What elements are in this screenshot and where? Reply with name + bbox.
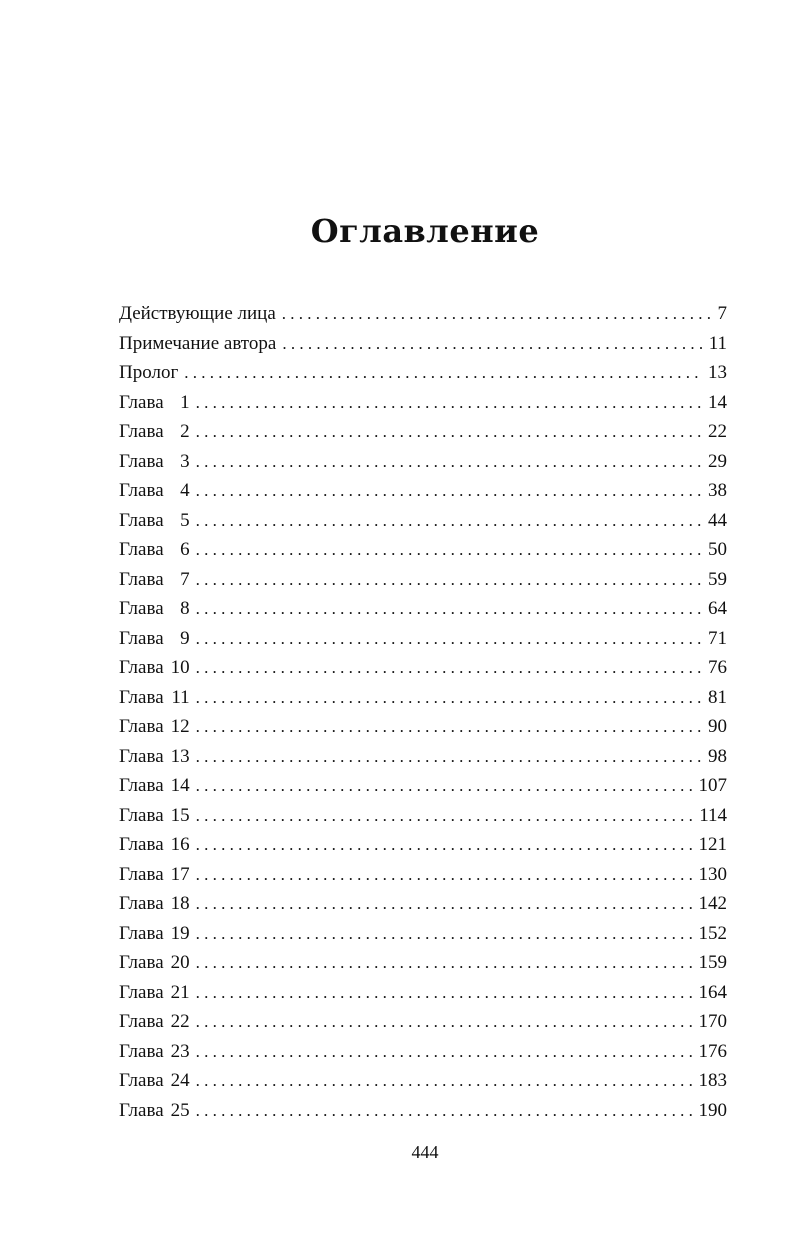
toc-entry-page: 59 [708, 568, 727, 590]
toc-entry-title: Глава [119, 834, 164, 855]
toc-entry-title: Глава [119, 804, 164, 826]
table-of-contents [119, 299, 727, 1125]
toc-entry-page: 164 [698, 981, 727, 1003]
toc-entry-page: 121 [698, 834, 727, 855]
toc-entry-chapter-number: 19 [170, 922, 190, 944]
toc-entry-title: Глава [119, 952, 164, 973]
toc-dot-leader [196, 801, 694, 831]
toc-entry-label [119, 742, 190, 772]
toc-entry-label [119, 594, 190, 624]
toc-entry-page: 76 [708, 657, 727, 678]
toc-entry-title: Глава [119, 1040, 164, 1062]
toc-dot-leader [196, 978, 693, 1008]
toc-dot-leader [196, 683, 702, 713]
toc-entry-title: Глава [119, 1011, 164, 1032]
toc-dot-leader [282, 329, 702, 359]
toc-entry [119, 1037, 727, 1067]
toc-entry [119, 476, 727, 506]
toc-entry [119, 447, 727, 477]
toc-entry-title: Глава [119, 598, 164, 619]
toc-entry [119, 801, 727, 831]
toc-dot-leader [196, 594, 702, 624]
toc-entry [119, 565, 727, 595]
toc-entry-label [119, 388, 190, 418]
toc-entry-chapter-number: 9 [180, 627, 190, 649]
toc-entry [119, 653, 727, 683]
toc-entry-chapter-number: 18 [170, 893, 190, 914]
toc-entry [119, 771, 727, 801]
toc-dot-leader [196, 653, 702, 683]
toc-entry-page: 98 [708, 745, 727, 767]
toc-entry-page: 44 [708, 509, 727, 531]
toc-entry-page: 81 [708, 686, 727, 708]
toc-dot-leader [196, 506, 702, 536]
toc-entry [119, 1066, 727, 1096]
toc-entry-label [119, 299, 276, 329]
toc-entry-chapter-number: 11 [171, 686, 190, 708]
toc-entry-page: 50 [708, 539, 727, 560]
toc-dot-leader [184, 358, 702, 388]
toc-entry-label [119, 1066, 190, 1096]
toc-entry-title: Глава [119, 657, 164, 678]
toc-dot-leader [196, 830, 693, 860]
toc-entry-chapter-number: 15 [170, 804, 190, 826]
toc-entry-title: Глава [119, 893, 164, 914]
toc-dot-leader [196, 1066, 693, 1096]
toc-dot-leader [196, 771, 693, 801]
toc-entry-title: Глава [119, 863, 164, 885]
toc-entry-chapter-number: 22 [170, 1011, 190, 1032]
toc-entry-label [119, 712, 190, 742]
toc-entry-page: 114 [699, 804, 727, 826]
toc-entry [119, 889, 727, 919]
toc-entry-page: 22 [708, 421, 727, 442]
toc-entry-chapter-number: 24 [170, 1070, 190, 1091]
toc-entry-title: Глава [119, 450, 164, 472]
toc-entry-chapter-number: 21 [170, 981, 190, 1003]
toc-entry [119, 594, 727, 624]
toc-dot-leader [196, 447, 702, 477]
toc-entry [119, 299, 727, 329]
toc-entry-page: 152 [698, 922, 727, 944]
toc-entry-title: Глава [119, 568, 164, 590]
toc-entry-page: 107 [698, 775, 727, 796]
toc-entry-label [119, 919, 190, 949]
toc-entry [119, 329, 727, 359]
toc-entry-page: 71 [708, 627, 727, 649]
toc-entry-title: Глава [119, 775, 164, 796]
toc-entry-chapter-number: 12 [170, 716, 190, 737]
toc-entry-title: Глава [119, 421, 164, 442]
toc-dot-leader [282, 299, 712, 329]
toc-dot-leader [196, 476, 702, 506]
toc-entry [119, 358, 727, 388]
toc-entry-label [119, 1037, 190, 1067]
toc-entry-chapter-number: 14 [170, 775, 190, 796]
toc-entry-label [119, 476, 190, 506]
toc-entry [119, 535, 727, 565]
toc-entry-label [119, 948, 190, 978]
toc-entry [119, 388, 727, 418]
toc-entry-title: Глава [119, 509, 164, 531]
toc-entry-page: 142 [698, 893, 727, 914]
toc-entry [119, 417, 727, 447]
toc-entry [119, 506, 727, 536]
page-title: Оглавление [310, 212, 540, 250]
toc-entry-page: 159 [698, 952, 727, 973]
toc-entry-page: 183 [698, 1070, 727, 1091]
toc-entry-page: 13 [708, 362, 727, 383]
toc-entry-title: Глава [119, 686, 164, 708]
toc-entry [119, 624, 727, 654]
toc-entry-page: 14 [708, 391, 727, 413]
page-number: 444 [411, 1142, 439, 1162]
toc-entry [119, 978, 727, 1008]
toc-entry-label [119, 447, 190, 477]
toc-entry-label [119, 653, 190, 683]
toc-entry-chapter-number: 23 [170, 1040, 190, 1062]
toc-entry-chapter-number: 17 [170, 863, 190, 885]
toc-entry-label [119, 506, 190, 536]
toc-entry-label [119, 771, 190, 801]
toc-entry [119, 1007, 727, 1037]
toc-entry-label [119, 624, 190, 654]
toc-entry-label [119, 889, 190, 919]
toc-dot-leader [196, 417, 702, 447]
toc-entry-title: Пролог [119, 362, 179, 383]
toc-dot-leader [196, 1007, 693, 1037]
toc-entry [119, 742, 727, 772]
toc-dot-leader [196, 624, 702, 654]
toc-entry-label [119, 801, 190, 831]
toc-entry-chapter-number: 6 [180, 539, 190, 560]
toc-entry-label [119, 417, 190, 447]
toc-entry-title: Глава [119, 922, 164, 944]
toc-entry-label [119, 978, 190, 1008]
toc-entry-title: Действующие лица [119, 303, 276, 324]
toc-entry-label [119, 1007, 190, 1037]
toc-dot-leader [196, 388, 702, 418]
toc-entry-title: Глава [119, 981, 164, 1003]
toc-entry-label [119, 329, 276, 359]
toc-entry-page: 190 [698, 1099, 727, 1121]
toc-dot-leader [196, 1096, 693, 1126]
toc-entry [119, 830, 727, 860]
toc-entry [119, 683, 727, 713]
toc-entry-page: 38 [708, 480, 727, 501]
toc-entry-chapter-number: 10 [170, 657, 190, 678]
toc-entry-title: Глава [119, 391, 164, 413]
toc-entry-title: Глава [119, 1070, 164, 1091]
toc-dot-leader [196, 1037, 693, 1067]
toc-entry-chapter-number: 1 [180, 391, 190, 413]
toc-entry-chapter-number: 13 [170, 745, 190, 767]
toc-entry-label [119, 358, 178, 388]
toc-entry-chapter-number: 4 [180, 480, 190, 501]
toc-entry-title: Глава [119, 716, 164, 737]
toc-entry [119, 948, 727, 978]
toc-entry-title: Примечание автора [119, 332, 277, 354]
toc-entry-page: 90 [708, 716, 727, 737]
toc-entry-page: 64 [708, 598, 727, 619]
toc-entry-chapter-number: 25 [170, 1099, 190, 1121]
toc-entry-label [119, 683, 190, 713]
toc-dot-leader [196, 889, 693, 919]
toc-entry-page: 29 [708, 450, 727, 472]
toc-entry-page: 176 [698, 1040, 727, 1062]
toc-entry-chapter-number: 3 [180, 450, 190, 472]
toc-entry-label [119, 565, 190, 595]
toc-entry-label [119, 535, 190, 565]
toc-entry-title: Глава [119, 480, 164, 501]
toc-dot-leader [196, 860, 693, 890]
toc-entry-chapter-number: 2 [180, 421, 190, 442]
toc-entry [119, 919, 727, 949]
toc-entry-page: 11 [708, 332, 727, 354]
toc-entry-title: Глава [119, 1099, 164, 1121]
toc-entry-label [119, 1096, 190, 1126]
toc-entry-page: 170 [698, 1011, 727, 1032]
toc-dot-leader [196, 742, 702, 772]
toc-entry-title: Глава [119, 539, 164, 560]
toc-entry [119, 1096, 727, 1126]
toc-entry [119, 860, 727, 890]
toc-entry-chapter-number: 8 [180, 598, 190, 619]
toc-entry-title: Глава [119, 745, 164, 767]
toc-entry-chapter-number: 16 [170, 834, 190, 855]
toc-entry-chapter-number: 7 [180, 568, 190, 590]
toc-dot-leader [196, 948, 693, 978]
toc-dot-leader [196, 565, 702, 595]
toc-entry-label [119, 860, 190, 890]
toc-dot-leader [196, 535, 702, 565]
toc-entry [119, 712, 727, 742]
toc-dot-leader [196, 712, 702, 742]
toc-entry-page: 130 [698, 863, 727, 885]
toc-entry-chapter-number: 5 [180, 509, 190, 531]
toc-entry-chapter-number: 20 [170, 952, 190, 973]
toc-entry-page: 7 [717, 303, 727, 324]
toc-entry-title: Глава [119, 627, 164, 649]
toc-dot-leader [196, 919, 693, 949]
toc-entry-label [119, 830, 190, 860]
